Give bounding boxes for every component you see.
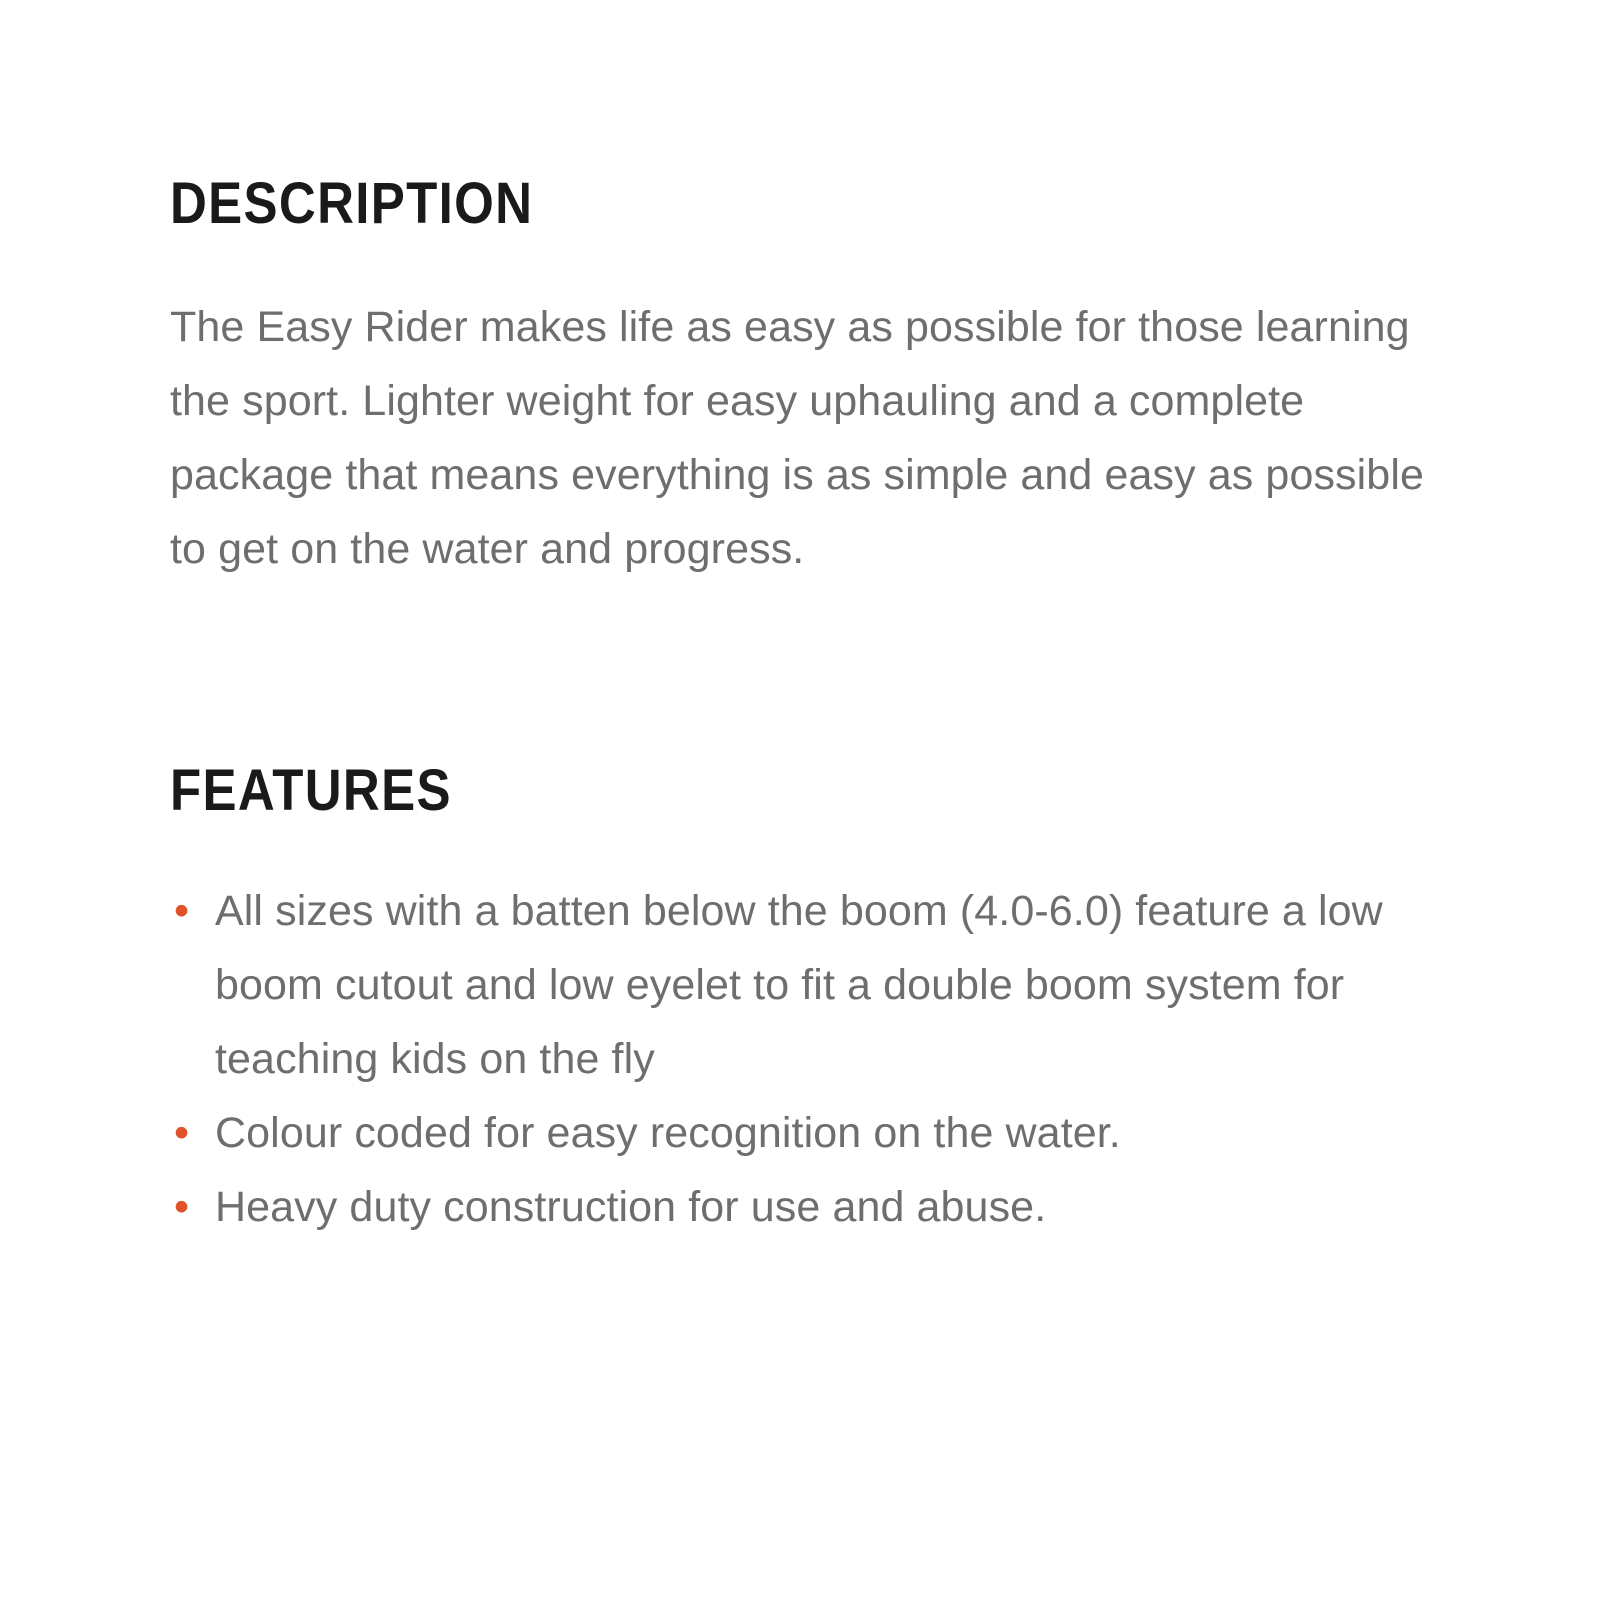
features-heading: FEATURES	[170, 757, 452, 823]
bullet-icon: •	[174, 1108, 190, 1157]
description-section	[170, 171, 1430, 587]
features-list	[170, 875, 1430, 1245]
list-item-label: Heavy duty construction for use and abuse.	[215, 1182, 1047, 1231]
description-heading: DESCRIPTION	[170, 171, 534, 236]
description-paragraph: The Easy Rider makes life as easy as possible for those learning the sport. Lighter weight for easy uphauling and a complete package that means everything is as simple and easy as possible to get on the water and progress.	[170, 303, 1424, 573]
list-item-label: All sizes with a batten below the boom (4.0-6.0) feature a low boom cutout and low eyelet to fit a double boom system for teaching kids on the fly	[215, 886, 1383, 1083]
list-item	[170, 1097, 1430, 1171]
bullet-icon: •	[174, 1182, 190, 1231]
list-item	[170, 1171, 1430, 1245]
list-item	[170, 875, 1430, 1097]
list-item-label: Colour coded for easy recognition on the water.	[215, 1108, 1121, 1157]
features-section	[170, 757, 1430, 1245]
bullet-icon: •	[174, 886, 190, 935]
